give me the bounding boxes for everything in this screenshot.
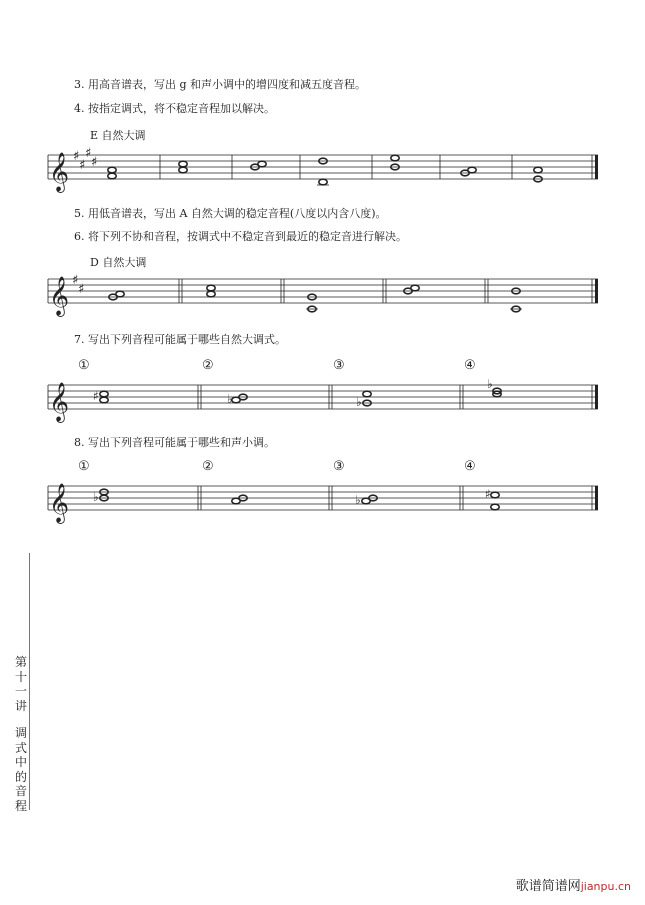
staff-q4 <box>0 145 645 190</box>
note <box>258 161 266 167</box>
svg-text:♯: ♯ <box>79 158 86 173</box>
note <box>116 291 124 297</box>
staff-q6 <box>0 270 645 315</box>
note <box>411 285 419 291</box>
note <box>108 167 116 173</box>
exercise-number: ① <box>78 358 90 373</box>
sidebar-chapter: 第十一讲 <box>14 655 27 713</box>
treble-clef: 𝄞 <box>49 152 70 192</box>
svg-text:♯: ♯ <box>73 149 80 164</box>
svg-text:♯: ♯ <box>72 273 79 288</box>
instruction-q4: 4. 按指定调式，将不稳定音程加以解决。 <box>74 102 275 115</box>
svg-text:♭: ♭ <box>355 493 361 507</box>
key-signature <box>72 273 84 297</box>
svg-text:♭: ♭ <box>487 377 493 391</box>
exercise-number: ③ <box>333 358 345 373</box>
note <box>207 285 215 291</box>
note <box>319 179 327 185</box>
note <box>100 391 108 397</box>
note <box>468 167 476 173</box>
note <box>491 492 499 498</box>
note <box>391 155 399 161</box>
svg-text:♭: ♭ <box>93 490 99 504</box>
svg-text:♯: ♯ <box>91 155 98 170</box>
note <box>363 391 371 397</box>
sidebar-divider <box>29 553 30 810</box>
note <box>207 291 215 297</box>
svg-text:♭: ♭ <box>227 392 233 406</box>
svg-text:♭: ♭ <box>356 395 362 409</box>
exercise-number: ② <box>202 358 214 373</box>
instruction-q7: 7. 写出下列音程可能属于哪些自然大调式。 <box>74 333 286 346</box>
note <box>179 161 187 167</box>
note <box>534 167 542 173</box>
instruction-q6: 6. 将下列不协和音程，按调式中不稳定音到最近的稳定音进行解决。 <box>74 230 407 243</box>
instruction-q5: 5. 用低音谱表，写出 A 自然大调的稳定音程(八度以内含八度)。 <box>74 207 387 220</box>
exercise-number: ④ <box>464 459 476 474</box>
note <box>179 167 187 173</box>
staff-q8 <box>0 474 645 523</box>
note <box>108 173 116 179</box>
exercise-number: ② <box>202 459 214 474</box>
staff-q7 <box>0 373 645 422</box>
treble-clef: 𝄞 <box>49 483 70 523</box>
treble-clef: 𝄞 <box>49 382 70 422</box>
exercise-number: ③ <box>333 459 345 474</box>
treble-clef: 𝄞 <box>49 276 70 316</box>
instruction-q3: 3. 用高音谱表，写出 g 和声小调中的增四度和减五度音程。 <box>74 78 367 91</box>
instruction-q8: 8. 写出下列音程可能属于哪些和声小调。 <box>74 436 275 449</box>
exercise-number: ① <box>78 459 90 474</box>
note <box>100 397 108 403</box>
watermark <box>516 879 631 895</box>
key-signature <box>73 146 97 173</box>
watermark-site-name: 歌谱简谱网 <box>515 879 581 894</box>
key-label-d-major: D 自然大调 <box>90 256 147 269</box>
sidebar-title: 调式中的音程 <box>14 726 27 813</box>
svg-text:♯: ♯ <box>93 389 99 403</box>
note <box>491 504 499 510</box>
svg-text:♯: ♯ <box>485 487 491 501</box>
svg-text:♯: ♯ <box>85 146 92 161</box>
watermark-url: jianpu.cn <box>580 880 631 893</box>
exercise-number: ④ <box>464 358 476 373</box>
svg-text:♯: ♯ <box>78 282 85 297</box>
accidental <box>93 377 493 409</box>
key-label-e-major: E 自然大调 <box>90 129 146 142</box>
